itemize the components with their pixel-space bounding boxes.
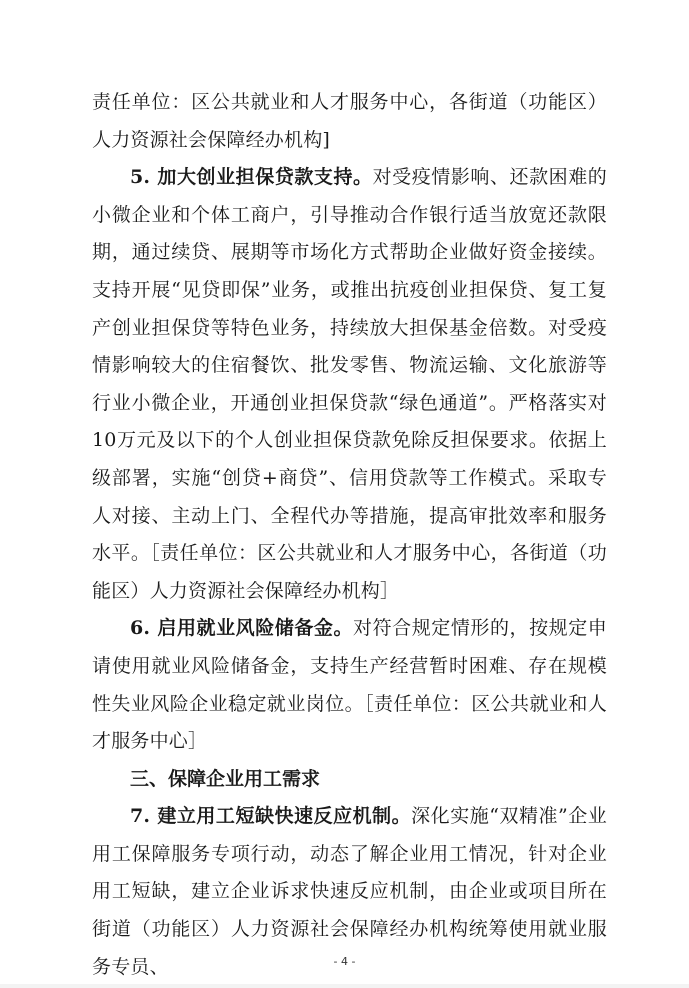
paragraph-text: 责任单位：区公共就业和人才服务中心，各街道（功能区）人力资源社会保障经办机构] [92, 91, 607, 151]
item-7-text: 深化实施“双精准”企业用工保障服务专项行动，动态了解企业用工情况，针对企业用工短缺，建立企业诉求快速反应机制，由企业或项目所在街道（功能区）人力资源社会保障经办机构统筹使用就业服务专员、 [92, 805, 607, 978]
section-heading: 三、保障企业用工需求 [130, 767, 321, 790]
item-6-text: 对符合规定情形的，按规定申请使用就业风险储备金，支持生产经营暂时困难、存在规模性失业风险企业稳定就业岗位。［责任单位：区公共就业和人才服务中心］ [92, 617, 607, 753]
page-number: - 4 - [333, 955, 356, 968]
document-body [92, 84, 607, 986]
item-5-text: 对受疫情影响、还款困难的小微企业和个体工商户，引导推动合作银行适当放宽还款限期，通过续贷、展期等市场化方式帮助企业做好资金接续。支持开展“见贷即保”业务，或推出抗疫创业担保贷、复工复产创业担保贷等特色业务，持续放大担保基金倍数。对受疫情影响较大的住宿餐饮、批发零售、物流运输、文化旅游等行业小微企业，开通创业担保贷款“绿色通道”。严格落实对10万元及以下的个人创业担保贷款免除反担保要求。依据上级部署，实施“创贷+商贷”、信用贷款等工作模式。采取专人对接、主动上门、全程代办等措施，提高审批效率和服务水平。［责任单位：区公共就业和人才服务中心，各街道（功能区）人力资源社会保障经办机构］ [92, 166, 607, 602]
item-5-lead: 5. 加大创业担保贷款支持。 [130, 166, 373, 189]
item-6-paragraph [92, 610, 607, 760]
item-5-paragraph [92, 159, 607, 610]
page-bottom-edge [0, 984, 689, 988]
responsibility-continuation [92, 84, 607, 159]
item-7-lead: 7. 建立用工短缺快速反应机制。 [130, 805, 412, 828]
item-6-lead: 6. 启用就业风险储备金。 [130, 617, 354, 640]
